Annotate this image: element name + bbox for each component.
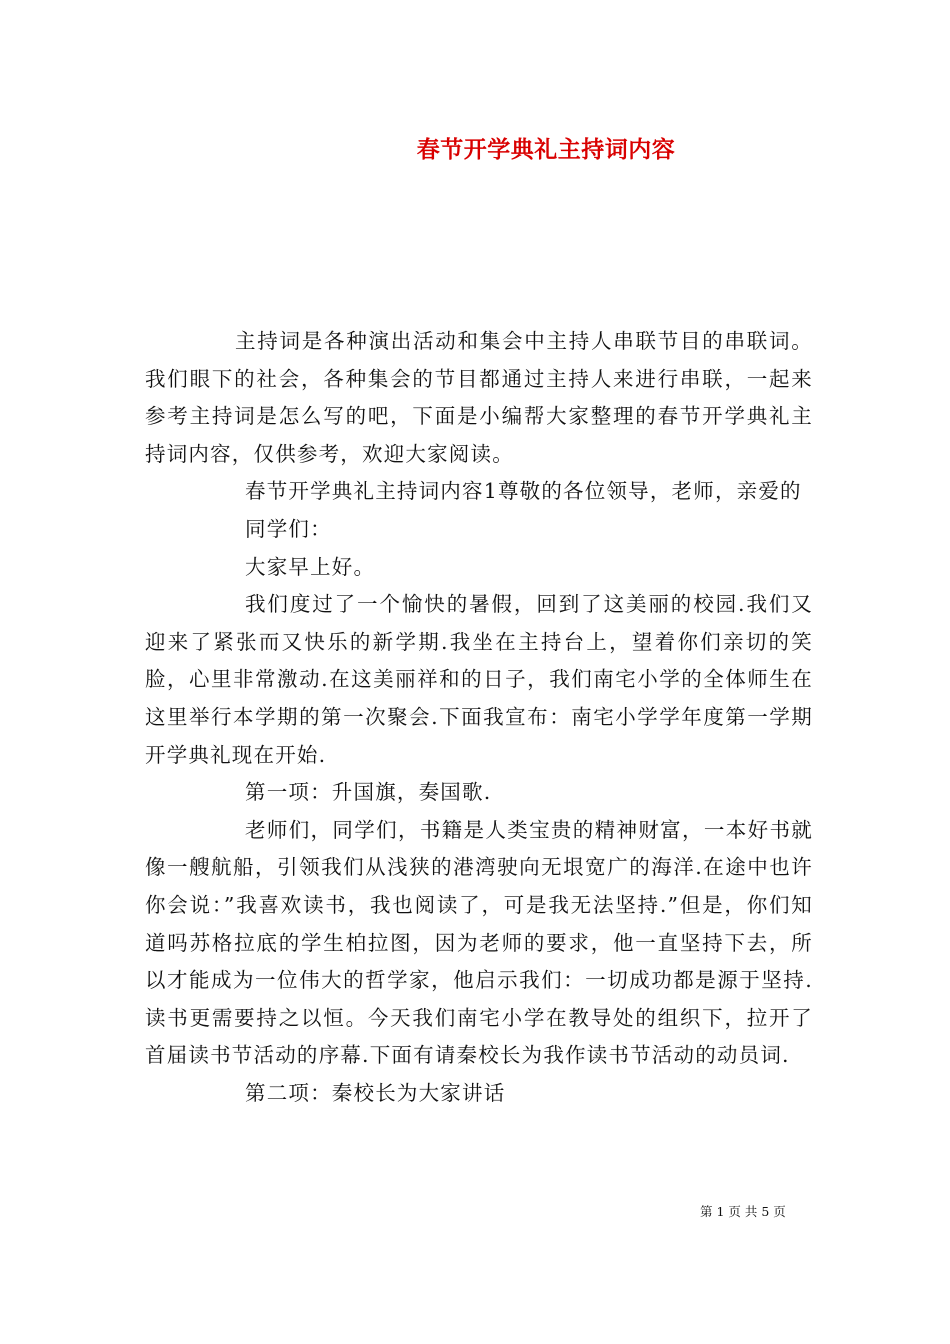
page-number-footer: 第 1 页 共 5 页 [700,1204,786,1219]
paragraph-reading-festival: 老师们，同学们，书籍是人类宝贵的精神财富，一本好书就像一艘航船，引领我们从浅狭的港湾驶向无垠宽广的海洋.在途中也许你会说：”我喜欢读书，我也阅读了，可是我无法坚持.”但是，你们知道吗苏格拉底的学生柏拉图，因为老师的要求，他一直坚持下去，所以才能成为一位伟大的哲学家，他启示我们：一切成功都是源于坚持.读书更需要持之以恒。今天我们南宅小学在教导处的组织下，拉开了首届读书节活动的序幕.下面有请秦校长为我作读书节活动的动员词. [145,817,813,1068]
page-title: 春节开学典礼主持词内容 [416,136,676,163]
document-body [145,323,813,1112]
paragraph-greeting: 春节开学典礼主持词内容1尊敬的各位领导，老师，亲爱的 [245,479,802,504]
paragraph-students: 同学们： [245,516,332,541]
paragraph-good-morning: 大家早上好。 [245,554,376,579]
paragraph-item-two: 第二项：秦校长为大家讲话 [245,1080,506,1105]
paragraph-item-one: 第一项：升国旗，奏国歌. [245,780,492,805]
paragraph-new-semester: 我们度过了一个愉快的暑假，回到了这美丽的校园.我们又迎来了紧张而又快乐的新学期.我坐在主持台上，望着你们亲切的笑脸，心里非常激动.在这美丽祥和的日子，我们南宅小学的全体师生在这里举行本学期的第一次聚会.下面我宣布：南宅小学学年度第一学期开学典礼现在开始. [145,592,813,767]
paragraph-intro: 主持词是各种演出活动和集会中主持人串联节目的串联词。我们眼下的社会，各种集会的节目都通过主持人来进行串联，一起来参考主持词是怎么写的吧，下面是小编帮大家整理的春节开学典礼主持词内容，仅供参考，欢迎大家阅读。 [145,329,813,466]
